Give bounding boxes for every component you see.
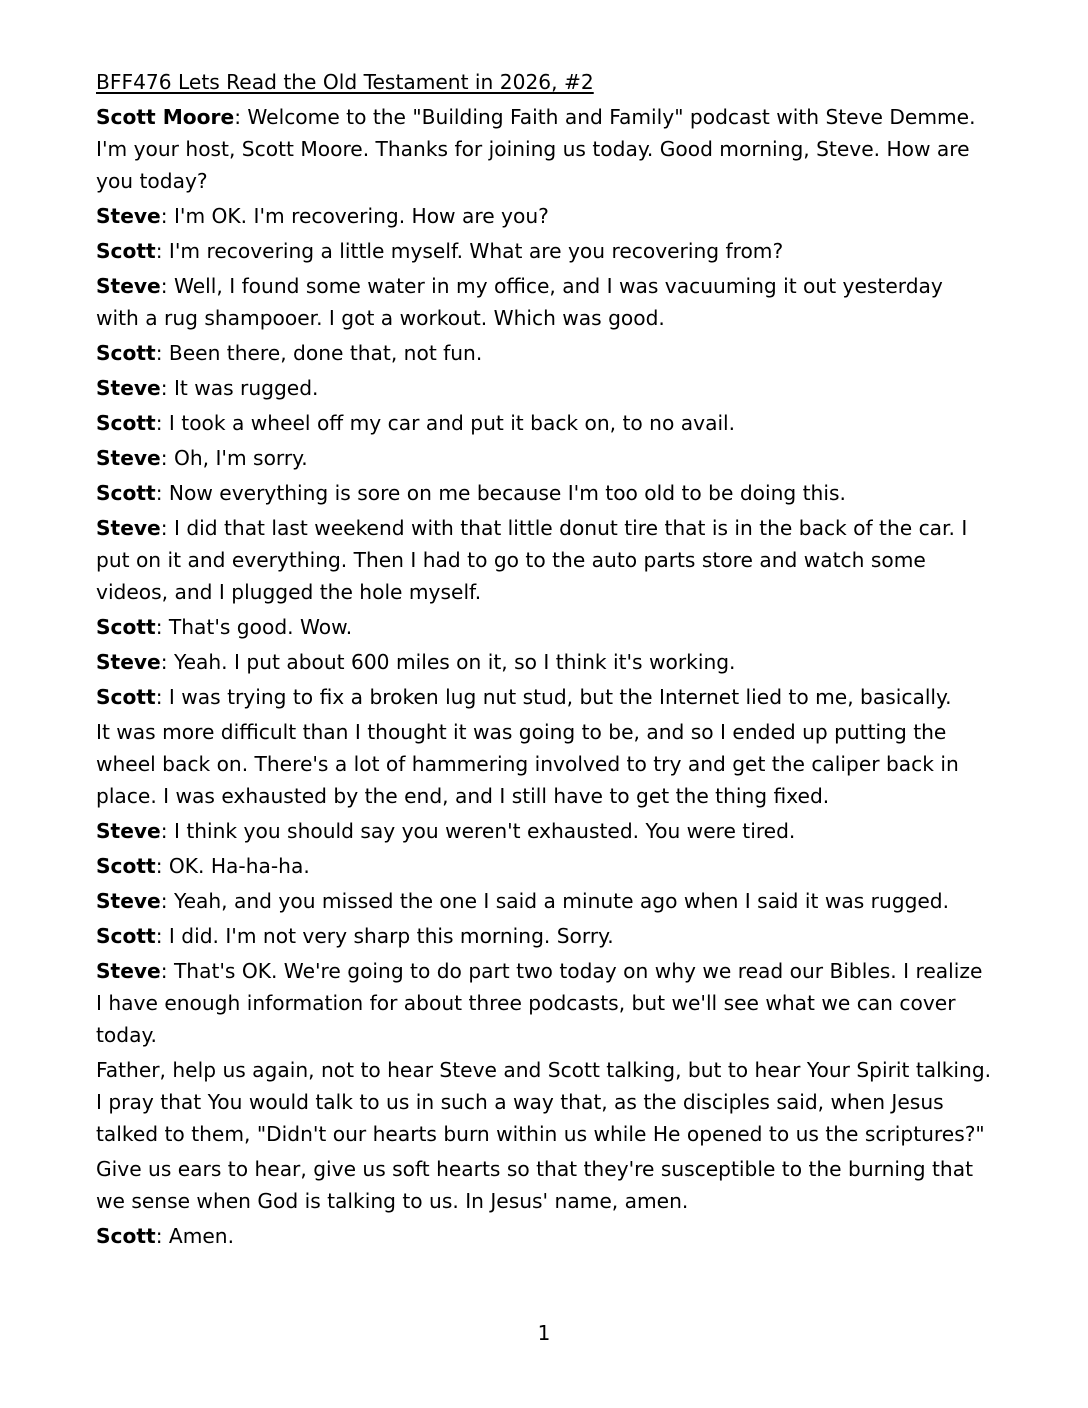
paragraph-text: : I'm recovering a little myself. What are you recovering from? xyxy=(155,239,784,263)
paragraph-text: : I was trying to fix a broken lug nut stud, but the Internet lied to me, basically. xyxy=(155,685,952,709)
speaker-name: Steve xyxy=(96,516,161,540)
transcript-paragraph xyxy=(96,885,992,917)
transcript-paragraph xyxy=(96,1153,992,1217)
paragraph-text: Father, help us again, not to hear Steve and Scott talking, but to hear Your Spirit talking. I pray that You would talk to us in such a way that, as the disciples said, when Jesus talked to them, "Didn't our hearts burn within us while He opened to us the scriptures?" xyxy=(96,1058,992,1146)
speaker-name: Steve xyxy=(96,376,161,400)
transcript-paragraph xyxy=(96,372,992,404)
transcript-paragraph xyxy=(96,337,992,369)
speaker-name: Steve xyxy=(96,819,161,843)
speaker-name: Steve xyxy=(96,204,161,228)
paragraph-text: : I did. I'm not very sharp this morning. Sorry. xyxy=(155,924,614,948)
paragraph-text: : Amen. xyxy=(155,1224,235,1248)
transcript-paragraph xyxy=(96,442,992,474)
paragraph-text: : That's good. Wow. xyxy=(155,615,353,639)
paragraph-text: : Yeah, and you missed the one I said a minute ago when I said it was rugged. xyxy=(160,889,950,913)
transcript-paragraph xyxy=(96,716,992,812)
speaker-name: Scott xyxy=(96,685,156,709)
transcript-paragraph xyxy=(96,477,992,509)
paragraph-text: : I'm OK. I'm recovering. How are you? xyxy=(160,204,549,228)
transcript-paragraph xyxy=(96,1054,992,1150)
speaker-name: Scott Moore xyxy=(96,105,235,129)
paragraph-text: It was more difficult than I thought it was going to be, and so I ended up putting the wheel back on. There's a lot of hammering involved to try and get the caliper back in place. I was exhausted by the end, and I still have to get the thing fixed. xyxy=(96,720,959,808)
paragraph-text: : I think you should say you weren't exhausted. You were tired. xyxy=(160,819,796,843)
transcript-paragraph xyxy=(96,955,992,1051)
transcript-paragraph xyxy=(96,646,992,678)
speaker-name: Steve xyxy=(96,274,161,298)
paragraph-text: : It was rugged. xyxy=(160,376,319,400)
paragraph-text: : Oh, I'm sorry. xyxy=(160,446,308,470)
transcript-paragraph xyxy=(96,407,992,439)
speaker-name: Scott xyxy=(96,411,156,435)
speaker-name: Steve xyxy=(96,959,161,983)
transcript-paragraph xyxy=(96,101,992,197)
transcript-paragraph xyxy=(96,235,992,267)
paragraph-text: : That's OK. We're going to do part two today on why we read our Bibles. I realize I have enough information for about three podcasts, but we'll see what we can cover today. xyxy=(96,959,983,1047)
transcript-paragraph xyxy=(96,681,992,713)
transcript-paragraph xyxy=(96,920,992,952)
paragraph-text: : Yeah. I put about 600 miles on it, so I think it's working. xyxy=(160,650,736,674)
transcript xyxy=(96,101,992,1252)
paragraph-text: : Now everything is sore on me because I'm too old to be doing this. xyxy=(155,481,846,505)
speaker-name: Scott xyxy=(96,924,156,948)
paragraph-text: : I took a wheel off my car and put it back on, to no avail. xyxy=(155,411,736,435)
speaker-name: Scott xyxy=(96,481,156,505)
transcript-paragraph xyxy=(96,1220,992,1252)
paragraph-text: : Well, I found some water in my office, and I was vacuuming it out yesterday with a rug shampooer. I got a workout. Which was good. xyxy=(96,274,943,330)
transcript-paragraph xyxy=(96,270,992,334)
document-title: BFF476 Lets Read the Old Testament in 2026, #2 xyxy=(96,70,594,94)
speaker-name: Steve xyxy=(96,650,161,674)
transcript-paragraph xyxy=(96,611,992,643)
speaker-name: Scott xyxy=(96,1224,156,1248)
paragraph-text: : Welcome to the "Building Faith and Family" podcast with Steve Demme. I'm your host, Scott Moore. Thanks for joining us today. Good morning, Steve. How are you today? xyxy=(96,105,976,193)
transcript-paragraph xyxy=(96,815,992,847)
transcript-paragraph xyxy=(96,512,992,608)
speaker-name: Scott xyxy=(96,341,156,365)
speaker-name: Scott xyxy=(96,239,156,263)
speaker-name: Steve xyxy=(96,446,161,470)
paragraph-text: Give us ears to hear, give us soft hearts so that they're susceptible to the burning that we sense when God is talking to us. In Jesus' name, amen. xyxy=(96,1157,973,1213)
transcript-paragraph xyxy=(96,850,992,882)
paragraph-text: : I did that last weekend with that little donut tire that is in the back of the car. I put on it and everything. Then I had to go to the auto parts store and watch some videos, and I plugged the hole myself. xyxy=(96,516,968,604)
paragraph-text: : Been there, done that, not fun. xyxy=(155,341,483,365)
transcript-paragraph xyxy=(96,200,992,232)
page-number: 1 xyxy=(537,1321,551,1345)
speaker-name: Scott xyxy=(96,854,156,878)
speaker-name: Steve xyxy=(96,889,161,913)
speaker-name: Scott xyxy=(96,615,156,639)
paragraph-text: : OK. Ha-ha-ha. xyxy=(155,854,310,878)
